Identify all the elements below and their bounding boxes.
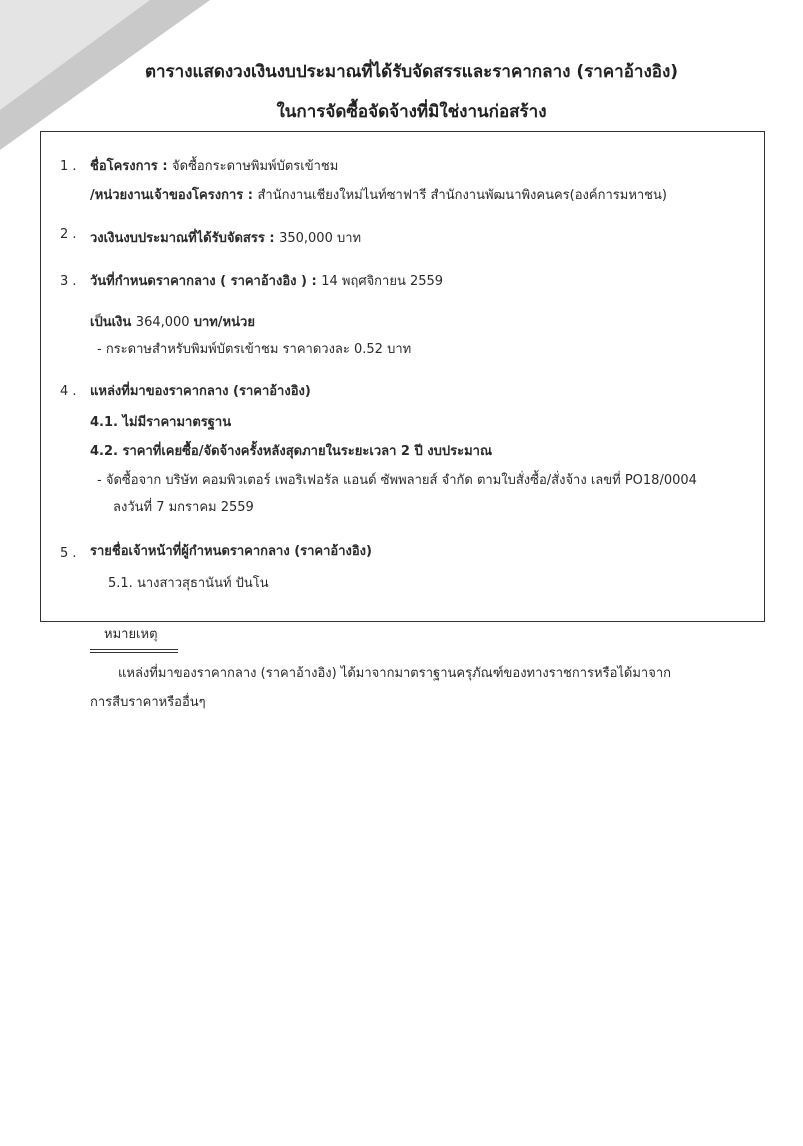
item-4-sub2: 4.2. ราคาที่เคยซื้อ/จัดจ้างครั้งหลังสุดภายในระยะเวลา 2 ปี งบประมาณ (90, 444, 493, 459)
document-title: ตารางแสดงวงเงินงบประมาณที่ได้รับจัดสรรและราคากลาง (ราคาอ้างอิง) (144, 62, 679, 82)
item-5-sub1: 5.1. นางสาวสุธานันท์ ปันโน (108, 576, 269, 591)
item-3-amount (90, 314, 255, 332)
amount-unit: บาท/หน่วย (193, 315, 255, 330)
item-2-budget (90, 230, 361, 248)
budget-label: วงเงินงบประมาณที่ได้รับจัดสรร : (90, 231, 280, 246)
item-3-detail: - กระดาษสำหรับพิมพ์บัตรเข้าชม ราคาดวงละ 0.52 บาท (97, 342, 412, 357)
item-4-number: 4 . (60, 384, 77, 399)
owner-value: สำนักงานเชียงใหม่ไนท์ซาฟารี สำนักงานพัฒนาพิงคนคร(องค์การมหาชน) (257, 188, 667, 203)
item-4-label: แหล่งที่มาของราคากลาง (ราคาอ้างอิง) (90, 384, 311, 399)
note-line1: แหล่งที่มาของราคากลาง (ราคาอ้างอิง) ได้มาจากมาตราฐานครุภัณฑ์ของทางราชการหรือได้มาจาก (118, 666, 672, 681)
project-value: จัดซื้อกระดาษพิมพ์บัตรเข้าชม (172, 159, 339, 174)
item-2-number: 2 . (60, 227, 77, 242)
item-3-date (90, 273, 443, 291)
item-5-number: 5 . (60, 546, 77, 561)
date-label: วันที่กำหนดราคากลาง ( ราคาอ้างอิง ) : (90, 274, 322, 289)
amount-label: เป็นเงิน (90, 315, 136, 330)
note-underline (90, 649, 178, 653)
owner-label: /หน่วยงานเจ้าของโครงการ : (90, 188, 258, 203)
item-4-detail-line2: ลงวันที่ 7 มกราคม 2559 (113, 500, 254, 515)
item-4-sub1: 4.1. ไม่มีราคามาตรฐาน (90, 415, 232, 430)
item-5-label: รายชื่อเจ้าหน้าที่ผู้กำหนดราคากลาง (ราคาอ้างอิง) (90, 544, 372, 559)
budget-value: 350,000 บาท (279, 231, 362, 246)
date-value: 14 พฤศจิกายน 2559 (321, 274, 444, 289)
amount-value: 364,000 (135, 315, 194, 330)
item-4-detail-line1: - จัดซื้อจาก บริษัท คอมพิวเตอร์ เพอริเฟอรัล แอนด์ ซัพพลายส์ จำกัด ตามใบสั่งซื้อ/สั่งจ้าง เลขที่ PO18/0004 (97, 473, 697, 488)
item-1-number: 1 . (60, 159, 77, 174)
item-3-number: 3 . (60, 274, 77, 289)
note-label: หมายเหตุ (104, 627, 158, 642)
item-1-owner (90, 187, 667, 205)
document-subtitle: ในการจัดซื้อจัดจ้างที่มิใช่งานก่อสร้าง (276, 102, 547, 122)
project-label: ชื่อโครงการ : (90, 159, 173, 174)
note-line2: การสืบราคาหรืออื่นๆ (90, 695, 206, 710)
item-1-project (90, 158, 338, 176)
page-corner-shade (0, 0, 150, 110)
